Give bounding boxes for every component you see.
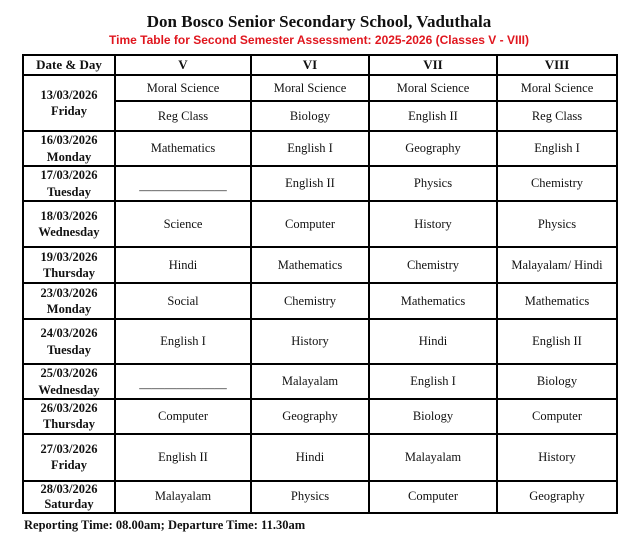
timetable xyxy=(22,54,618,514)
day: Monday xyxy=(46,149,92,164)
subject-cell: Social xyxy=(115,283,251,319)
subject-cell: Geography xyxy=(369,131,497,166)
col-header-v: V xyxy=(115,55,251,75)
subject-cell: English II xyxy=(115,434,251,481)
table-row xyxy=(23,247,617,283)
subject-cell: Reg Class xyxy=(497,101,617,131)
date: 27/03/2026 xyxy=(40,441,98,456)
table-row xyxy=(23,434,617,481)
date-cell xyxy=(23,364,115,399)
subject-cell: History xyxy=(251,319,369,364)
blank-line: ——————— xyxy=(139,381,227,396)
subject-cell: Mathematics xyxy=(497,283,617,319)
timetable-subtitle: Time Table for Second Semester Assessment: 2025-2026 (Classes V - VIII) xyxy=(109,33,529,47)
subject-cell: Malayalam xyxy=(369,434,497,481)
day: Thursday xyxy=(42,266,96,280)
col-header-vii: VII xyxy=(369,55,497,75)
subject-cell: Malayalam xyxy=(115,481,251,513)
reporting-time-note: Reporting Time: 08.00am; Departure Time: 11.30am xyxy=(24,518,306,532)
date: 26/03/2026 xyxy=(40,401,98,415)
day: Tuesday xyxy=(46,184,91,199)
table-row xyxy=(23,399,617,434)
day: Tuesday xyxy=(46,342,91,357)
subject-cell: Moral Science xyxy=(115,75,251,101)
col-header-vi: VI xyxy=(251,55,369,75)
day: Saturday xyxy=(44,496,94,511)
date-cell xyxy=(23,75,115,131)
day: Wednesday xyxy=(38,225,100,239)
day: Friday xyxy=(50,458,88,472)
col-header-date: Date & Day xyxy=(23,55,115,75)
subject-cell: Biology xyxy=(251,101,369,131)
subject-cell: Malayalam xyxy=(251,364,369,399)
subject-cell: Computer xyxy=(115,399,251,434)
day: Thursday xyxy=(42,417,96,432)
date: 24/03/2026 xyxy=(40,326,98,341)
date-cell xyxy=(23,319,115,364)
subject-cell: Biology xyxy=(369,399,497,434)
subject-cell: English II xyxy=(369,101,497,131)
subject-cell: Hindi xyxy=(115,247,251,283)
subject-cell: History xyxy=(497,434,617,481)
subject-cell: Computer xyxy=(497,399,617,434)
date: 28/03/2026 xyxy=(40,481,98,496)
subject-cell: English I xyxy=(251,131,369,166)
subject-cell: Reg Class xyxy=(115,101,251,131)
date-cell xyxy=(23,166,115,201)
subject-cell: Hindi xyxy=(251,434,369,481)
subject-cell: Moral Science xyxy=(369,75,497,101)
subject-cell: Chemistry xyxy=(369,247,497,283)
day: Friday xyxy=(50,104,88,118)
subject-cell: Geography xyxy=(497,481,617,513)
subject-cell: Malayalam/ Hindi xyxy=(497,247,617,283)
date-cell xyxy=(23,247,115,283)
table-row xyxy=(23,319,617,364)
subject-cell xyxy=(115,166,251,201)
date: 17/03/2026 xyxy=(40,168,98,183)
date: 23/03/2026 xyxy=(40,285,98,300)
table-row xyxy=(23,481,617,513)
subject-cell: History xyxy=(369,201,497,247)
subject-cell: Computer xyxy=(369,481,497,513)
subject-cell: Chemistry xyxy=(497,166,617,201)
day: Monday xyxy=(46,302,92,316)
header-row xyxy=(23,55,617,75)
table-row xyxy=(23,131,617,166)
blank-line: ——————— xyxy=(139,183,227,198)
subject-cell: Chemistry xyxy=(251,283,369,319)
col-header-viii: VIII xyxy=(497,55,617,75)
date-cell xyxy=(23,434,115,481)
date: 19/03/2026 xyxy=(40,249,98,264)
subject-cell: English I xyxy=(497,131,617,166)
date-cell xyxy=(23,201,115,247)
date-cell xyxy=(23,283,115,319)
table-row xyxy=(23,283,617,319)
date: 18/03/2026 xyxy=(40,208,98,223)
subject-cell: Moral Science xyxy=(497,75,617,101)
subject-cell: Hindi xyxy=(369,319,497,364)
date-cell xyxy=(23,481,115,513)
subject-cell: Mathematics xyxy=(369,283,497,319)
subject-cell: Science xyxy=(115,201,251,247)
subject-cell: English I xyxy=(115,319,251,364)
subject-cell: Moral Science xyxy=(251,75,369,101)
table-row xyxy=(23,75,617,101)
subject-cell: English I xyxy=(369,364,497,399)
subject-cell: Computer xyxy=(251,201,369,247)
day: Wednesday xyxy=(38,382,100,397)
date: 16/03/2026 xyxy=(40,133,98,148)
table-row xyxy=(23,166,617,201)
subject-cell: Physics xyxy=(497,201,617,247)
date: 25/03/2026 xyxy=(40,366,98,381)
subject-cell: Mathematics xyxy=(251,247,369,283)
school-title: Don Bosco Senior Secondary School, Vaduthala xyxy=(146,12,492,31)
subject-cell: Mathematics xyxy=(115,131,251,166)
subject-cell: Physics xyxy=(369,166,497,201)
subject-cell: English II xyxy=(251,166,369,201)
date-cell xyxy=(23,131,115,166)
subject-cell: Geography xyxy=(251,399,369,434)
subject-cell: Biology xyxy=(497,364,617,399)
date-cell xyxy=(23,399,115,434)
subject-cell: English II xyxy=(497,319,617,364)
table-row xyxy=(23,364,617,399)
subject-cell: Physics xyxy=(251,481,369,513)
subject-cell xyxy=(115,364,251,399)
table-row xyxy=(23,201,617,247)
date: 13/03/2026 xyxy=(40,87,98,102)
